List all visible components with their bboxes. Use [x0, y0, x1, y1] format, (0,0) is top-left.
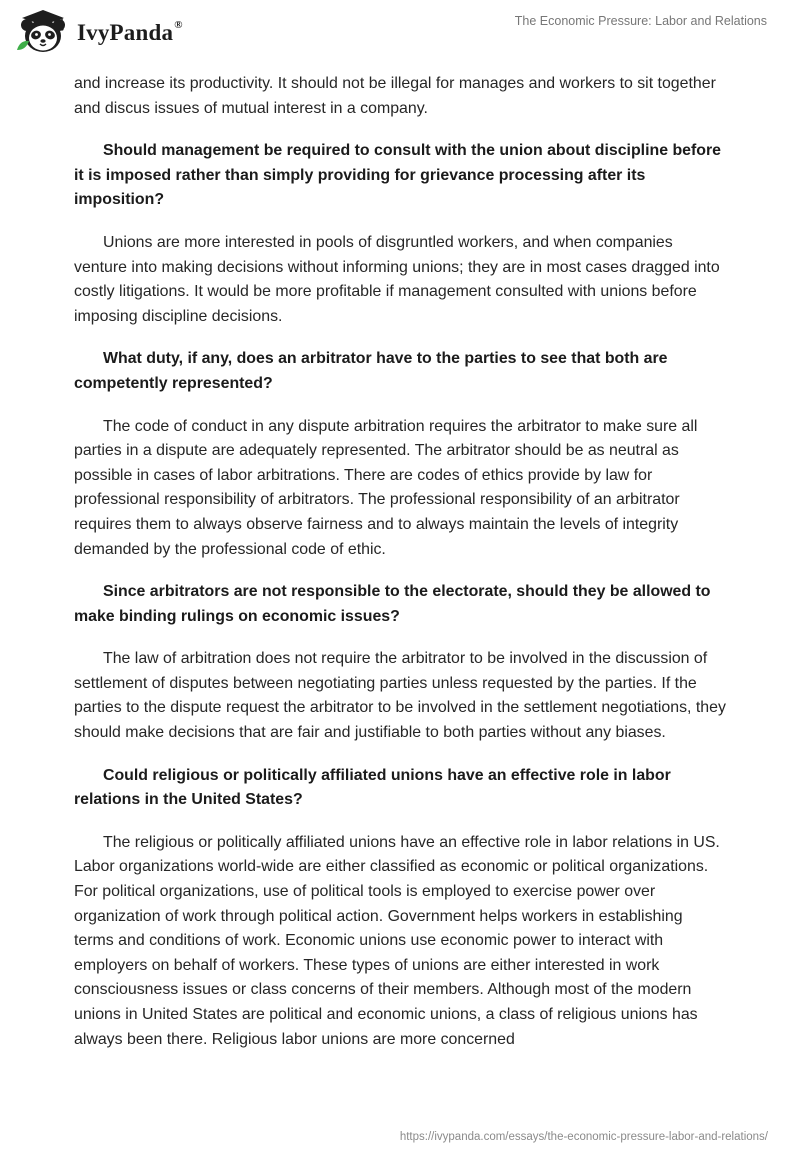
body-paragraph: The code of conduct in any dispute arbitration requires the arbitrator to make sure all parties in a dispute are adequately represented. The arbitrator should be as neutral as possible in cases of labor arbitrations. There are codes of ethics provide by law for professional responsibility of arbitrators. The professional responsibility of an arbitrator requires them to always observe fairness and to always maintain the levels of integrity demanded by the professional code of ethic.: [74, 417, 698, 558]
brand-text: IvyPanda: [77, 20, 174, 45]
ivypanda-logo[interactable]: [14, 9, 183, 55]
body-paragraph: and increase its productivity. It should not be illegal for manages and workers to sit together and discus issues of mutual interest in a company.: [74, 75, 716, 117]
body-paragraph: The religious or politically affiliated unions have an effective role in labor relations in US. Labor organizations world-wide are either classified as economic or political organizations. For political organizations, use of political tools is employed to exercise power over organization of work through political action. Government helps workers in establishing terms and conditions of work. Economic unions use economic power to interact with employers on behalf of workers. These types of unions are either interested in work consciousness issues or class concerns of their members. Although most of the modern unions in United States are political and economic unions, a class of religious unions has always been there. Religious labor unions are more concerned: [74, 833, 720, 1048]
brand-name: [77, 20, 183, 46]
body-paragraph: The law of arbitration does not require the arbitrator to be involved in the discussion of settlement of disputes between negotiating parties unless requested by the parties. If the parties to the dispute request the arbitrator to be involved in the settlement negotiations, they should make decisions that are fair and justifiable to both parties without any biases.: [74, 650, 726, 742]
question-heading: Since arbitrators are not responsible to the electorate, should they be allowed to make binding rulings on economic issues?: [74, 583, 711, 625]
document-title: The Economic Pressure: Labor and Relations: [514, 14, 767, 28]
question-heading: Could religious or politically affiliated unions have an effective role in labor relations in the United States?: [74, 766, 671, 809]
essay-body: [74, 72, 726, 1070]
registered-mark: ®: [174, 19, 183, 32]
question-heading: What duty, if any, does an arbitrator have to the parties to see that both are competently represented?: [74, 350, 668, 392]
panda-graduate-icon: [14, 9, 72, 55]
source-url[interactable]: https://ivypanda.com/essays/the-economic-pressure-labor-and-relations/: [399, 1131, 768, 1143]
body-paragraph: Unions are more interested in pools of disgruntled workers, and when companies venture into making decisions without informing unions; they are in most cases dragged into costly litigations. It would be more profitable if management consulted with unions before imposing discipline decisions.: [74, 233, 720, 325]
question-heading: Should management be required to consult with the union about discipline before it is imposed rather than simply providing for grievance processing after its imposition?: [74, 142, 722, 209]
page-header: [0, 0, 800, 70]
